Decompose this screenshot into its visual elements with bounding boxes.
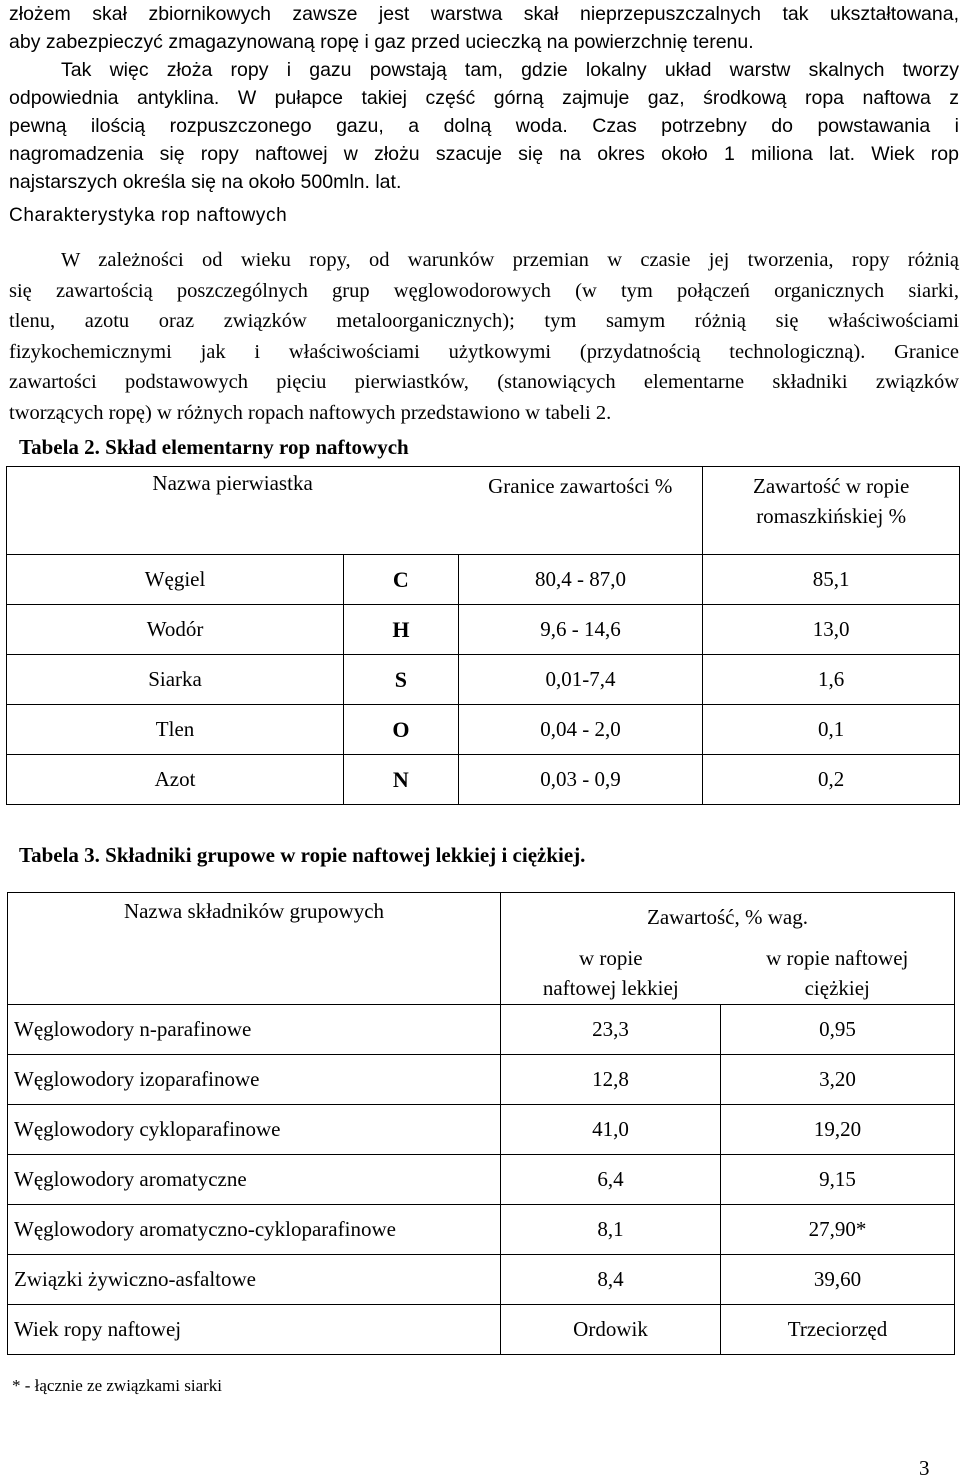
light-value: Ordowik	[501, 1305, 721, 1355]
heavy-value: 39,60	[721, 1255, 955, 1305]
header-range: Granice zawartości %	[458, 467, 703, 555]
heavy-value: 27,90*	[721, 1205, 955, 1255]
element-value: 0,1	[703, 705, 960, 755]
text-line: nagromadzenia się ropy naftowej w złożu szacuje się na okres około 1 miliona lat. Wiek rop	[9, 143, 959, 165]
light-value: 12,8	[501, 1055, 721, 1105]
table-row	[7, 655, 960, 705]
element-value: 1,6	[703, 655, 960, 705]
table-row	[7, 755, 960, 805]
element-symbol: O	[344, 705, 459, 755]
header-content: Zawartość, % wag.	[501, 893, 955, 943]
element-range: 0,04 - 2,0	[458, 705, 703, 755]
text-line: złożem skał zbiornikowych zawsze jest warstwa skał nieprzepuszczalnych tak ukształtowana,	[9, 3, 959, 25]
table-row	[8, 1055, 955, 1105]
light-value: 41,0	[501, 1105, 721, 1155]
heavy-value: 19,20	[721, 1105, 955, 1155]
light-value: 23,3	[501, 1005, 721, 1055]
text-line: tlenu, azotu oraz związków metaloorganicznych); tym samym różnią się właściwościami	[9, 310, 959, 332]
header-light: w ropie naftowej lekkiej	[501, 943, 721, 1005]
group-name: Węglowodory aromatyczno-cykloparafinowe	[8, 1205, 501, 1255]
section-heading: Charakterystyka rop naftowych	[9, 205, 288, 226]
element-symbol: N	[344, 755, 459, 805]
body-paragraph	[9, 245, 959, 428]
heavy-value: 3,20	[721, 1055, 955, 1105]
light-value: 6,4	[501, 1155, 721, 1205]
element-range: 9,6 - 14,6	[458, 605, 703, 655]
group-name: Węglowodory izoparafinowe	[8, 1055, 501, 1105]
element-name: Tlen	[7, 705, 344, 755]
element-symbol: C	[344, 555, 459, 605]
element-range: 0,01-7,4	[458, 655, 703, 705]
table-row	[8, 1105, 955, 1155]
text-line: Tak więc złoża ropy i gazu powstają tam, gdzie lokalny układ warstw skalnych tworzy	[61, 59, 959, 81]
text-line: odpowiednia antyklina. W pułapce takiej część górną zajmuje gaz, środkową ropa naftowa z	[9, 87, 959, 109]
text-line: aby zabezpieczyć zmagazynowaną ropę i gaz przed ucieczką na powierzchnię terenu.	[9, 31, 754, 53]
element-value: 0,2	[703, 755, 960, 805]
table-row	[7, 605, 960, 655]
group-name: Węglowodory n-parafinowe	[8, 1005, 501, 1055]
table-row	[8, 1155, 955, 1205]
element-range: 0,03 - 0,9	[458, 755, 703, 805]
light-value: 8,1	[501, 1205, 721, 1255]
table-header-row	[8, 893, 955, 943]
element-value: 13,0	[703, 605, 960, 655]
element-symbol: S	[344, 655, 459, 705]
group-name: Węglowodory cykloparafinowe	[8, 1105, 501, 1155]
text-line: zawartości podstawowych pięciu pierwiastków, (stanowiących elementarne składniki związków	[9, 371, 959, 393]
table-row	[8, 1305, 955, 1355]
text-line: najstarszych określa się na około 500mln. lat.	[9, 171, 402, 193]
group-name: Wiek ropy naftowej	[8, 1305, 501, 1355]
table-row	[8, 1255, 955, 1305]
footnote: * - łącznie ze związkami siarki	[12, 1376, 223, 1395]
element-name: Siarka	[7, 655, 344, 705]
group-name: Węglowodory aromatyczne	[8, 1155, 501, 1205]
text-line: tworzących ropę) w różnych ropach naftowych przedstawiono w tabeli 2.	[9, 401, 612, 424]
element-name: Wodór	[7, 605, 344, 655]
text-line: pewną ilością rozpuszczonego gazu, a dolną woda. Czas potrzebny do powstawania i	[9, 115, 959, 137]
table3-caption: Tabela 3. Składniki grupowe w ropie naftowej lekkiej i ciężkiej.	[19, 843, 586, 867]
text-line: W zależności od wieku ropy, od warunków przemian w czasie jej tworzenia, ropy różnią	[61, 249, 959, 271]
text-line: fizykochemicznymi jak i właściwościami użytkowymi (przydatnością technologiczną). Granice	[9, 340, 959, 363]
table-row	[7, 555, 960, 605]
table-row	[8, 1005, 955, 1055]
group-components-table	[7, 892, 955, 1355]
light-value: 8,4	[501, 1255, 721, 1305]
element-range: 80,4 - 87,0	[458, 555, 703, 605]
intro-paragraph	[9, 0, 959, 196]
header-group: Nazwa składników grupowych	[8, 893, 501, 1005]
element-value: 85,1	[703, 555, 960, 605]
table-row	[7, 705, 960, 755]
element-symbol: H	[344, 605, 459, 655]
element-name: Węgiel	[7, 555, 344, 605]
table2-caption: Tabela 2. Skład elementarny rop naftowych	[19, 435, 409, 459]
element-name: Azot	[7, 755, 344, 805]
table-header-row	[7, 467, 960, 555]
header-element: Nazwa pierwiastka	[7, 467, 459, 555]
heavy-value: 9,15	[721, 1155, 955, 1205]
text-line: się zawartością poszczególnych grup węglowodorowych (w tym połączeń organicznych siarki,	[9, 279, 959, 302]
table-row	[8, 1205, 955, 1255]
header-heavy: w ropie naftowej ciężkiej	[721, 943, 955, 1005]
page-number: 3	[919, 1456, 930, 1480]
heavy-value: 0,95	[721, 1005, 955, 1055]
header-romaszkin: Zawartość w ropie romaszkińskiej %	[703, 467, 960, 555]
heavy-value: Trzeciorzęd	[721, 1305, 955, 1355]
element-composition-table	[6, 466, 960, 805]
group-name: Związki żywiczno-asfaltowe	[8, 1255, 501, 1305]
